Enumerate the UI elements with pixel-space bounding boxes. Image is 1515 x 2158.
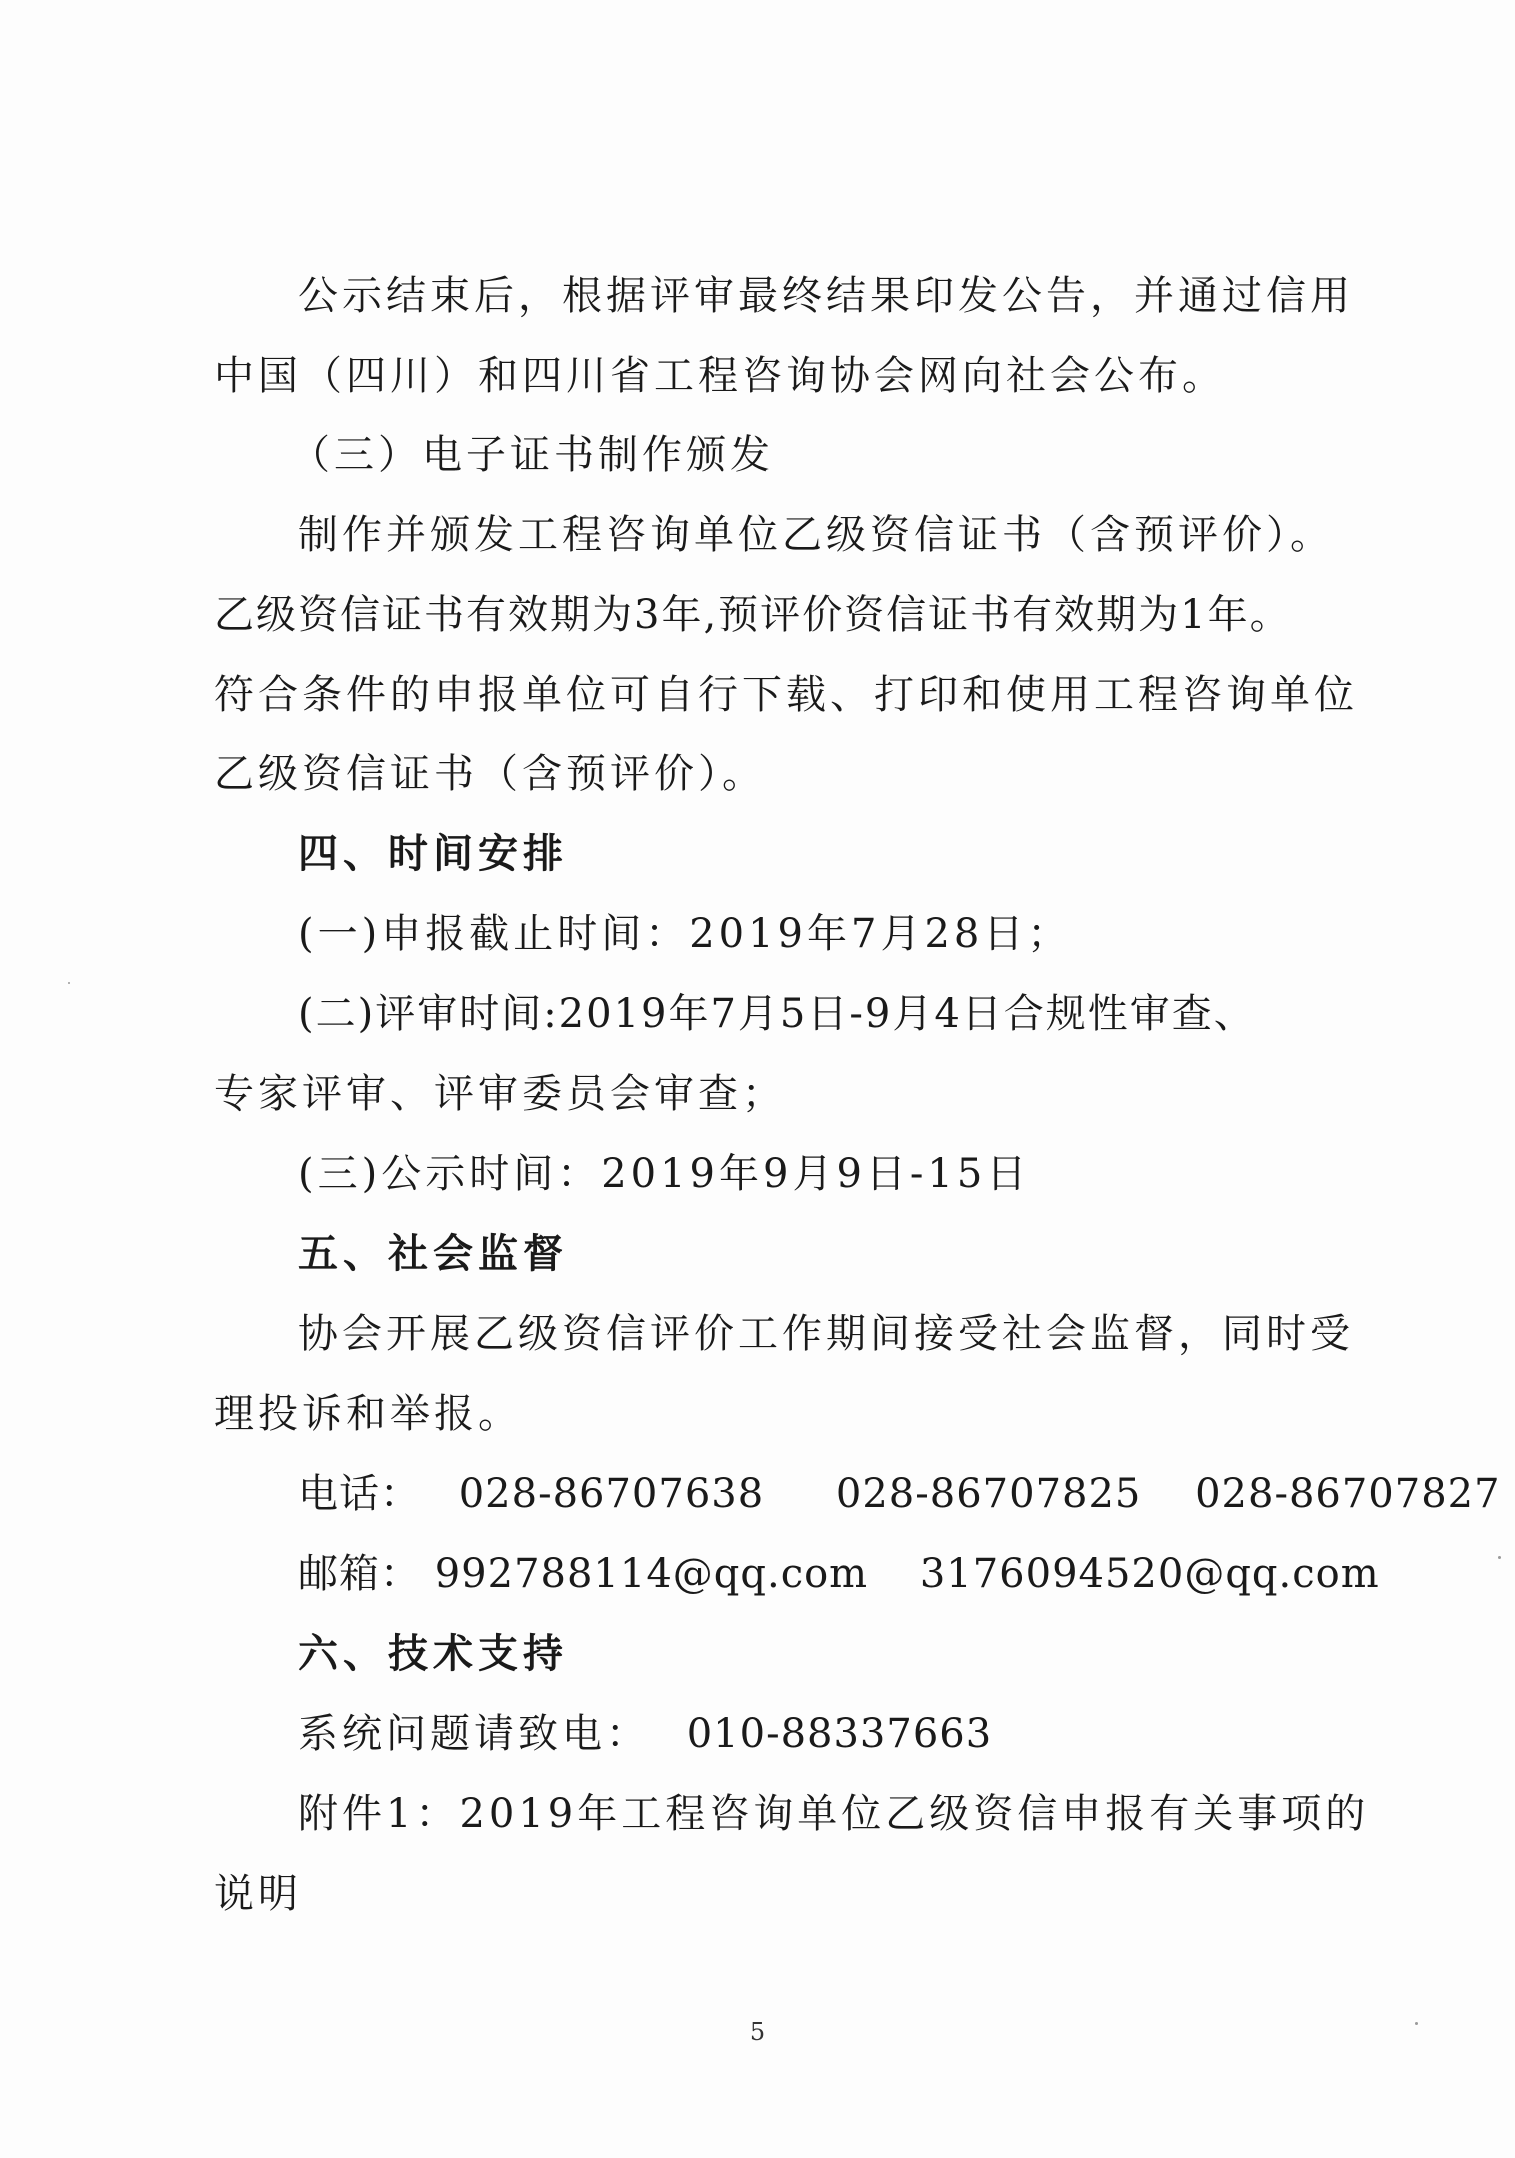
scan-speck: [68, 982, 70, 984]
support-row: [298, 1710, 992, 1758]
paragraph-publish-line-2: 中国（四川）和四川省工程咨询协会网向社会公布。: [214, 353, 1226, 399]
phone-label: 电话：: [298, 1471, 421, 1517]
attachment-line-1: 附件1：2019年工程咨询单位乙级资信申报有关事项的: [298, 1791, 1370, 1837]
attachment-line-2: 说明: [214, 1871, 302, 1917]
supervision-line-1: 协会开展乙级资信评价工作期间接受社会监督，同时受: [298, 1311, 1354, 1357]
phone-number-1: 028-86707638: [458, 1471, 765, 1517]
page-number: 5: [749, 2018, 766, 2046]
support-label: 系统问题请致电：: [298, 1711, 650, 1757]
paragraph-certificate-line-1: 制作并颁发工程咨询单位乙级资信证书（含预评价）。: [298, 512, 1334, 558]
schedule-item-2-line-2: 专家评审、评审委员会审查；: [214, 1071, 786, 1117]
scan-speck: [1498, 1556, 1501, 1559]
support-phone: 010-88337663: [686, 1711, 993, 1757]
phone-row: [298, 1470, 1501, 1518]
paragraph-certificate-line-4: 乙级资信证书（含预评价）。: [214, 751, 766, 797]
email-address-2: 3176094520@qq.com: [919, 1551, 1380, 1597]
email-address-1: 992788114@qq.com: [434, 1551, 869, 1597]
phone-number-3: 028-86707827: [1195, 1471, 1501, 1517]
heading-supervision: 五、社会监督: [298, 1230, 568, 1277]
subheading-certificate: （三）电子证书制作颁发: [290, 432, 774, 478]
schedule-item-3: (三)公示时间：2019年9月9日-15日: [298, 1151, 1031, 1197]
schedule-item-2-line-1: (二)评审时间:2019年7月5日-9月4日合规性审查、: [298, 991, 1256, 1037]
schedule-item-1: (一)申报截止时间：2019年7月28日；: [298, 911, 1072, 957]
heading-support: 六、技术支持: [298, 1630, 568, 1677]
email-label: 邮箱：: [298, 1551, 421, 1597]
paragraph-certificate-line-3: 符合条件的申报单位可自行下载、打印和使用工程咨询单位: [214, 672, 1358, 718]
paragraph-certificate-line-2: 乙级资信证书有效期为3年,预评价资信证书有效期为1年。: [214, 592, 1292, 638]
email-row: [298, 1550, 1380, 1598]
heading-schedule: 四、时间安排: [298, 830, 568, 877]
phone-number-2: 028-86707825: [835, 1471, 1142, 1517]
scan-speck: [1415, 2022, 1418, 2025]
paragraph-publish-line-1: 公示结束后，根据评审最终结果印发公告，并通过信用: [298, 273, 1354, 319]
supervision-line-2: 理投诉和举报。: [214, 1391, 522, 1437]
